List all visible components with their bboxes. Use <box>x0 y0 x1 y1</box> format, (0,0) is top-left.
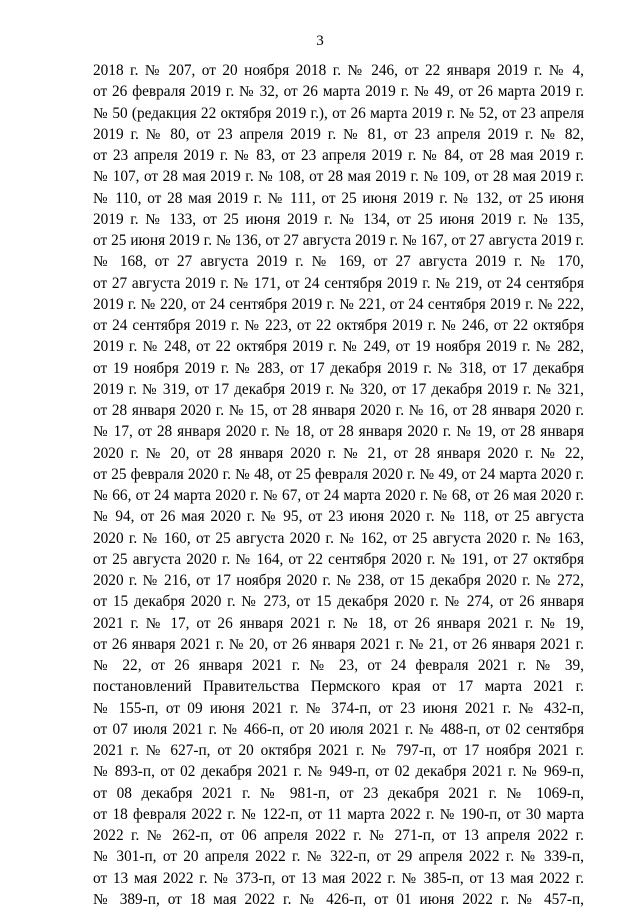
text-line: от 24 сентября 2019 г. № 223, от 22 октября 2019 г. № 246, от 22 октября <box>93 317 584 334</box>
text-line: № 168, от 27 августа 2019 г. № 169, от 27 августа 2019 г. № 170, <box>93 253 584 271</box>
text-line: постановлений Правительства Пермского края от 17 марта 2021 г. <box>93 678 584 696</box>
text-line: 2018 г. № 207, от 20 ноября 2018 г. № 246, от 22 января 2019 г. № 4, <box>93 62 584 79</box>
text-line: № 110, от 28 мая 2019 г. № 111, от 25 июня 2019 г. № 132, от 25 июня <box>93 189 584 207</box>
text-line: 2021 г. № 627-п, от 20 октября 2021 г. № 797-п, от 17 ноября 2021 г. <box>93 742 584 759</box>
document-body <box>93 60 584 910</box>
text-line: от 23 апреля 2019 г. № 83, от 23 апреля 2019 г. № 84, от 28 мая 2019 г. <box>93 147 584 164</box>
text-line: от 19 ноября 2019 г. № 283, от 17 декабря 2019 г. № 318, от 17 декабря <box>93 359 584 377</box>
text-line: № 22, от 26 января 2021 г. № 23, от 24 февраля 2021 г. № 39, <box>93 657 584 674</box>
text-line: № 66, от 24 марта 2020 г. № 67, от 24 марта 2020 г. № 68, от 26 мая 2020 г. <box>93 487 584 504</box>
text-line: № 107, от 28 мая 2019 г. № 108, от 28 мая 2019 г. № 109, от 28 мая 2019 г. <box>93 168 584 186</box>
text-line: № 17, от 28 января 2020 г. № 18, от 28 января 2020 г. № 19, от 28 января <box>93 423 584 441</box>
text-line: 2019 г. № 319, от 17 декабря 2019 г. № 320, от 17 декабря 2019 г. № 321, <box>93 380 584 398</box>
text-line: 2019 г. № 248, от 22 октября 2019 г. № 249, от 19 ноября 2019 г. № 282, <box>93 338 584 356</box>
page-number: 3 <box>316 33 324 49</box>
text-line: от 25 августа 2020 г. № 164, от 22 сентября 2020 г. № 191, от 27 октября <box>93 550 584 568</box>
text-line: № 893-п, от 02 декабря 2021 г. № 949-п, от 02 декабря 2021 г. № 969-п, <box>93 763 584 781</box>
text-line: 2022 г. № 262-п, от 06 апреля 2022 г. № 271-п, от 13 апреля 2022 г. <box>93 827 584 844</box>
text-line: от 27 августа 2019 г. № 171, от 24 сентября 2019 г. № 219, от 24 сентября <box>93 274 584 292</box>
text-line: от 13 мая 2022 г. № 373-п, от 13 мая 2022 г. № 385-п, от 13 мая 2022 г. <box>93 869 584 887</box>
text-line: от 26 января 2021 г. № 20, от 26 января 2021 г. № 21, от 26 января 2021 г. <box>93 635 584 653</box>
text-line: 2020 г. № 20, от 28 января 2020 г. № 21, от 28 января 2020 г. № 22, <box>93 444 584 462</box>
text-line: от 25 июня 2019 г. № 136, от 27 августа 2019 г. № 167, от 27 августа 2019 г. <box>93 232 584 249</box>
text-line: № 50 (редакция 22 октября 2019 г.), от 26 марта 2019 г. № 52, от 23 апреля <box>93 104 584 122</box>
text-line: от 25 февраля 2020 г. № 48, от 25 февраля 2020 г. № 49, от 24 марта 2020 г. <box>93 465 584 483</box>
text-line: от 07 июля 2021 г. № 466-п, от 20 июля 2021 г. № 488-п, от 02 сентября <box>93 720 584 738</box>
text-line: от 18 февраля 2022 г. № 122-п, от 11 марта 2022 г. № 190-п, от 30 марта <box>93 805 584 823</box>
text-line: от 28 января 2020 г. № 15, от 28 января 2020 г. № 16, от 28 января 2020 г. <box>93 402 584 419</box>
text-line: № 155-п, от 09 июня 2021 г. № 374-п, от 23 июня 2021 г. № 432-п, <box>93 699 584 717</box>
text-line: 2021 г. № 17, от 26 января 2021 г. № 18, от 26 января 2021 г. № 19, <box>93 614 584 632</box>
text-line: 2020 г. № 216, от 17 ноября 2020 г. № 238, от 15 декабря 2020 г. № 272, <box>93 572 584 589</box>
text-line: № 301-п, от 20 апреля 2022 г. № 322-п, от 29 апреля 2022 г. № 339-п, <box>93 848 584 866</box>
text-line: от 08 декабря 2021 г. № 981-п, от 23 декабря 2021 г. № 1069-п, <box>93 784 584 802</box>
text-line: № 389-п, от 18 мая 2022 г. № 426-п, от 01 июня 2022 г. № 457-п, <box>93 890 584 908</box>
text-line: 2019 г. № 220, от 24 сентября 2019 г. № 221, от 24 сентября 2019 г. № 222, <box>93 295 584 313</box>
text-line: 2019 г. № 133, от 25 июня 2019 г. № 134, от 25 июня 2019 г. № 135, <box>93 210 584 228</box>
text-line: 2020 г. № 160, от 25 августа 2020 г. № 162, от 25 августа 2020 г. № 163, <box>93 529 584 547</box>
text-line: от 26 февраля 2019 г. № 32, от 26 марта 2019 г. № 49, от 26 марта 2019 г. <box>93 83 584 101</box>
text-line: от 15 декабря 2020 г. № 273, от 15 декабря 2020 г. № 274, от 26 января <box>93 593 584 611</box>
text-line: № 94, от 26 мая 2020 г. № 95, от 23 июня 2020 г. № 118, от 25 августа <box>93 508 584 526</box>
text-line: 2019 г. № 80, от 23 апреля 2019 г. № 81, от 23 апреля 2019 г. № 82, <box>93 125 584 143</box>
